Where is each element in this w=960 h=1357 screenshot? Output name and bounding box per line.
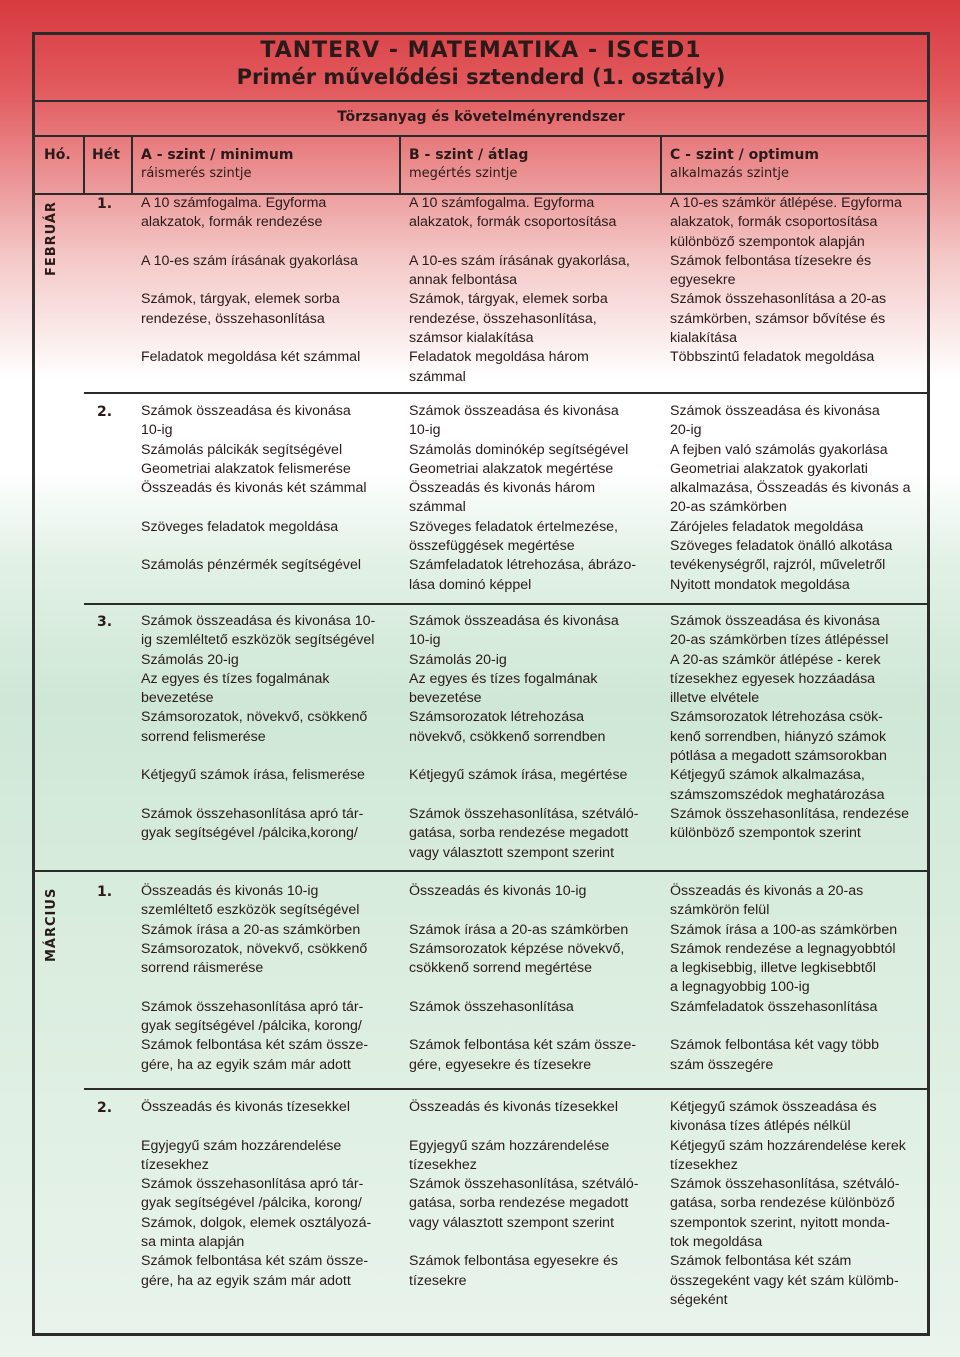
section-divider [32,135,930,137]
cell-level-c: Összeadás és kivonás a 20-as számkörön felül Számok írása a 100-as számkörben Számok rendezése a legnagyobbtól a legkisebbig, illetve legkisebbtől a legnagyobbig 100-ig Számfeladatok összehasonlítása Számok felbontása két vagy több szám összegére [670,883,898,1073]
cell-level-a: Számok összeadása és kivonása 10- ig szemléltető eszközök segítségével Számolás 20-ig Az egyes és tízes fogalmának bevezetése Számsorozatok, növekvő, csökkenő sorrend felismerése Kétjegyű számok írása, felismerése Számok összehasonlítása apró tár- gyak segítségével /pálcika,korong/ [141,613,376,842]
page-title: TANTERV - MATEMATIKA - ISCED1 [260,38,702,63]
cell-level-b: Számok összeadása és kivonása 10-ig Számolás 20-ig Az egyes és tízes fogalmának bevezetése Számsorozatok létrehozása növekvő, csökkenő sorrendben Kétjegyű számok írása, megértése Számok összehasonlítása, szétváló- gatása, sorba rendezése megadott vagy választott szempont szerint [409,613,639,861]
week-number: 1. [97,196,113,212]
week-number: 2. [97,404,113,420]
cell-level-a: Összeadás és kivonás 10-ig szemléltető eszközök segítségével Számok írása a 20-as számkörben Számsorozatok, növekvő, csökkenő sorrend ráismerése Számok összehasonlítása apró tár- gyak segítségével /pálcika, korong/ Számok felbontása két szám össze- gére, ha az egyik szám már adott [141,883,369,1073]
cell-level-a: Számok összeadása és kivonása 10-ig Számolás pálcikák segítségével Geometriai alakzatok felismerése Összeadás és kivonás két számmal Szöveges feladatok megoldása Számolás pénzérmék segítségével [141,403,367,574]
cell-level-b: Számok összeadása és kivonása 10-ig Számolás dominókép segítségével Geometriai alakzatok megértése Összeadás és kivonás három számmal Szöveges feladatok értelmezése, összefüggések megértése Számfeladatok létrehozása, ábrázo- lása dominó képpel [409,403,637,593]
month-label-feb: FEBRUÁR [44,201,59,276]
cell-level-a: Összeadás és kivonás tízesekkel Egyjegyű szám hozzárendelése tízesekhez Számok összehasonlítása apró tár- gyak segítségével /pálcika, korong/ Számok, dolgok, elemek osztályozá- sa minta alapján Számok felbontása két szám össze- gére, ha az egyik szám már adott [141,1099,372,1289]
week-number: 2. [97,1100,113,1116]
header-divider [399,136,401,194]
row-divider [84,1088,930,1090]
col-b-subheader: megértés szintje [409,166,518,181]
header-divider [660,136,662,194]
col-c-subheader: alkalmazás szintje [670,166,789,181]
row-divider [84,603,930,605]
week-number: 1. [97,884,113,900]
page-subtitle: Primér művelődési sztenderd (1. osztály) [236,65,726,89]
cell-level-c: Számok összeadása és kivonása 20-ig A fejben való számolás gyakorlása Geometriai alakzatok gyakorlati alkalmazása, Összeadás és kivonás a 20-as számkörben Zárójeles feladatok megoldása Szöveges feladatok önálló alkotása tevékenységről, rajzról, műveletről Nyitott mondatok megoldása [670,403,911,593]
cell-level-a: A 10 számfogalma. Egyforma alakzatok, formák rendezése A 10-es szám írásának gyakorlása Számok, tárgyak, elemek sorba rendezése, összehasonlítása Feladatok megoldása két számmal [141,195,361,366]
row-divider [84,392,930,394]
col-a-header: A - szint / minimum [141,147,294,163]
cell-level-c: Számok összeadása és kivonása 20-as számkörben tízes átlépéssel A 20-as számkör átlépése - kerek tízesekhez egyesek hozzáadása illetve elvétele Számsorozatok létrehozása csök- kenő sorrendben, hiányzó számok pótlása a megadott számsorokban Kétjegyű számok alkalmazása, számszomszédok meghatározása Számok összehasonlítása, rendezése különböző szempontok szerint [670,613,909,842]
cell-level-b: Összeadás és kivonás 10-ig Számok írása a 20-as számkörben Számsorozatok képzése növekvő, csökkenő sorrend megértése Számok összehasonlítása Számok felbontása két szám össze- gére, egyesekre és tízesekre [409,883,637,1073]
col-week-header: Hét [92,147,120,163]
cell-level-b: A 10 számfogalma. Egyforma alakzatok, formák csoportosítása A 10-es szám írásának gyakorlása, annak felbontása Számok, tárgyak, elemek sorba rendezése, összehasonlítása, számsor kialakítása Feladatok megoldása három számmal [409,195,630,385]
month-divider [32,870,930,872]
title-divider [32,100,930,102]
header-divider [131,136,133,194]
month-label-mar: MÁRCIUS [44,887,59,962]
col-a-subheader: ráismerés szintje [141,166,252,181]
col-b-header: B - szint / átlag [409,147,529,163]
cell-level-c: A 10-es számkör átlépése. Egyforma alakzatok, formák csoportosítása különböző szempontok alapján Számok felbontása tízesekre és egyesekre Számok összehasonlítása a 20-as számkörben, számsor bővítése és kialakítása Többszintű feladatok megoldása [670,195,902,366]
header-divider [83,136,85,194]
week-number: 3. [97,614,113,630]
col-month-header: Hó. [44,147,71,163]
cell-level-c: Kétjegyű számok összeadása és kivonása tízes átlépés nélkül Kétjegyű szám hozzárendelése kerek tízesekhez Számok összehasonlítása, szétváló- gatása, sorba rendezése különböző szempontok szerint, nyitott monda- tok megoldása Számok felbontása két szám összegeként vagy két szám külömb- ségeként [670,1099,906,1308]
section-title: Törzsanyag és követelményrendszer [337,109,625,125]
cell-level-b: Összeadás és kivonás tízesekkel Egyjegyű szám hozzárendelése tízesekhez Számok összehasonlítása, szétváló- gatása, sorba rendezése megadott vagy választott szempont szerint Számok felbontása egyesekre és tízesekre [409,1099,639,1289]
col-c-header: C - szint / optimum [670,147,819,163]
